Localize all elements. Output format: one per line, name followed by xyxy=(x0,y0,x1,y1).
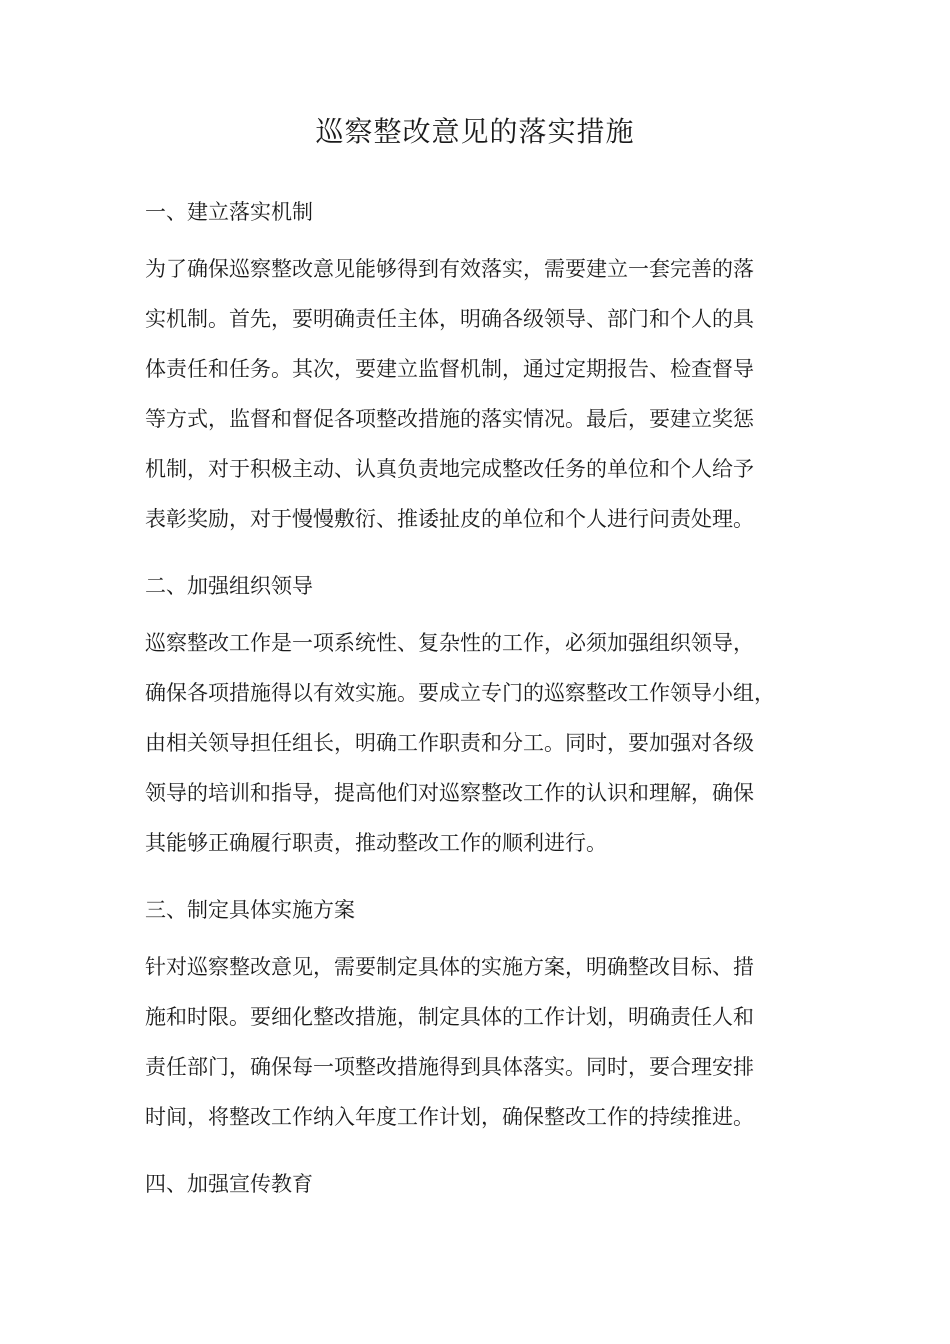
paragraph-line: 施和时限。要细化整改措施，制定具体的工作计划，明确责任人和 xyxy=(145,1005,754,1029)
section-heading: 四、加强宣传教育 xyxy=(145,1172,313,1196)
section-spacer xyxy=(145,868,817,890)
paragraph-line: 等方式，监督和督促各项整改措施的落实情况。最后，要建立奖惩 xyxy=(145,407,754,431)
paragraph-line: 责任部门，确保每一项整改措施得到具体落实。同时，要合理安排 xyxy=(145,1055,754,1079)
paragraph-line: 实机制。首先，要明确责任主体，明确各级领导、部门和个人的具 xyxy=(145,307,754,331)
paragraph-line: 确保各项措施得以有效实施。要成立专门的巡察整改工作领导小组， xyxy=(145,681,775,705)
paragraph-line: 体责任和任务。其次，要建立监督机制，通过定期报告、检查督导 xyxy=(145,357,754,381)
section-2 xyxy=(145,566,817,868)
section-spacer xyxy=(145,544,817,566)
paragraph-line: 巡察整改工作是一项系统性、复杂性的工作，必须加强组织领导， xyxy=(145,631,754,655)
paragraph-line: 为了确保巡察整改意见能够得到有效落实，需要建立一套完善的落 xyxy=(145,257,754,281)
section-heading: 三、制定具体实施方案 xyxy=(145,898,355,922)
section-heading: 二、加强组织领导 xyxy=(145,574,313,598)
section-heading: 一、建立落实机制 xyxy=(145,200,313,224)
paragraph-line: 针对巡察整改意见，需要制定具体的实施方案，明确整改目标、措 xyxy=(145,955,754,979)
paragraph-line: 时间，将整改工作纳入年度工作计划，确保整改工作的持续推进。 xyxy=(145,1105,754,1129)
paragraph-line: 表彰奖励，对于慢慢敷衍、推诿扯皮的单位和个人进行问责处理。 xyxy=(145,507,754,531)
paragraph-line: 机制，对于积极主动、认真负责地完成整改任务的单位和个人给予 xyxy=(145,457,754,481)
section-spacer xyxy=(145,1142,817,1164)
section-3 xyxy=(145,890,817,1142)
section-4 xyxy=(145,1164,817,1204)
paragraph-line: 由相关领导担任组长，明确工作职责和分工。同时，要加强对各级 xyxy=(145,731,754,755)
section-1 xyxy=(145,192,817,544)
paragraph-line: 其能够正确履行职责，推动整改工作的顺利进行。 xyxy=(145,831,607,855)
paragraph-line: 领导的培训和指导，提高他们对巡察整改工作的认识和理解，确保 xyxy=(145,781,754,805)
document-title: 巡察整改意见的落实措施 xyxy=(315,115,635,148)
document-body xyxy=(145,192,817,1216)
